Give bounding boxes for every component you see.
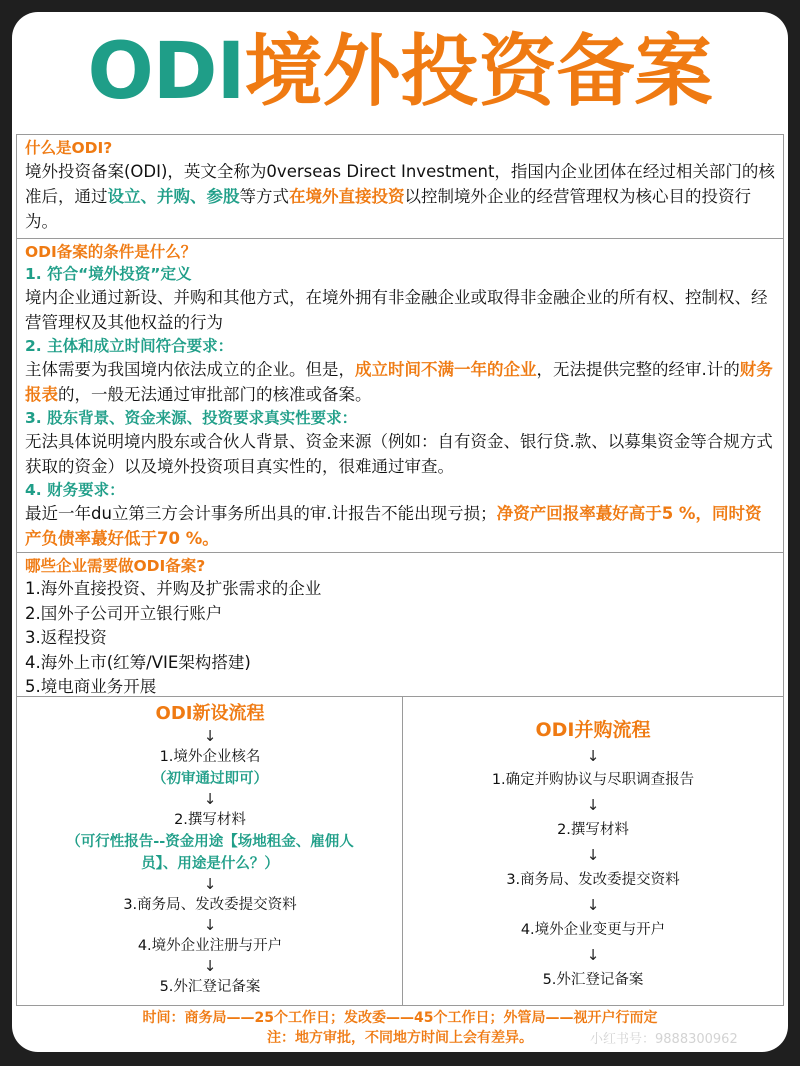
arrow-down-icon: ↓ bbox=[586, 796, 600, 814]
flow-new-step-2-note-2: 员】、用途是什么？） bbox=[141, 856, 279, 872]
flow-new-step-2: 2.撰写材料 bbox=[174, 812, 246, 828]
section-heading-what: 什么是ODI? bbox=[25, 139, 113, 157]
condition-2-highlight-time: 成立时间不满一年的企业 bbox=[355, 360, 537, 379]
section-who-needs bbox=[16, 552, 784, 698]
arrow-down-icon: ↓ bbox=[203, 957, 217, 975]
list-item: 5.境电商业务开展 bbox=[25, 677, 157, 696]
condition-1-title: 1. 符合“境外投资”定义 bbox=[25, 265, 192, 283]
what-text-a: 境外投资备案(ODI)，英文全称为0verseas Direct Investment，指国内企业团体在经过相关部门的核准后，通过 bbox=[25, 162, 775, 206]
flow-ma-step-4: 4.境外企业变更与开户 bbox=[520, 922, 666, 938]
page-title-main: 境外投资备案 bbox=[244, 27, 713, 117]
flow-new-step-1: 1.境外企业核名 bbox=[159, 749, 261, 765]
arrow-down-icon: ↓ bbox=[203, 875, 217, 893]
footer-time-line: 时间：商务局——25个工作日；发改委——45个工作日；外管局——视开户行而定 bbox=[142, 1010, 658, 1026]
condition-1-text: 境内企业通过新设、并购和其他方式，在境外拥有非金融企业或取得非金融企业的所有权、控制权、经营管理权及其他权益的行为 bbox=[25, 288, 768, 332]
what-text-c: 以控制境外企业的经营管理权为核心目的投资行为。 bbox=[25, 187, 751, 231]
arrow-down-icon: ↓ bbox=[203, 916, 217, 934]
flow-ma-panel bbox=[402, 696, 784, 1006]
flow-new-step-3: 3.商务局、发改委提交资料 bbox=[123, 897, 297, 913]
flow-ma-steps bbox=[403, 715, 783, 993]
infographic-card bbox=[12, 12, 788, 1052]
flow-new-title: ODI新设流程 bbox=[155, 703, 265, 724]
section-heading-who: 哪些企业需要做ODI备案? bbox=[25, 557, 206, 575]
flow-new-step-5: 5.外汇登记备案 bbox=[159, 979, 261, 995]
list-item: 2.国外子公司开立银行账户 bbox=[25, 603, 223, 623]
arrow-down-icon: ↓ bbox=[586, 896, 600, 914]
condition-2-title: 2. 主体和成立时间符合要求： bbox=[25, 337, 234, 355]
flow-ma-step-1: 1.确定并购协议与尽职调查报告 bbox=[491, 772, 695, 788]
condition-4-title: 4. 财务要求： bbox=[25, 481, 125, 499]
flow-ma-title: ODI并购流程 bbox=[535, 719, 651, 741]
arrow-down-icon: ↓ bbox=[203, 727, 217, 745]
arrow-down-icon: ↓ bbox=[586, 846, 600, 864]
condition-2-text-c: 的，一般无法通过审批部门的核准或备案。 bbox=[58, 385, 372, 404]
flow-new-panel bbox=[16, 696, 404, 1006]
condition-2-text bbox=[25, 357, 775, 407]
list-item: 4.海外上市(红筹/VIE架构搭建) bbox=[25, 652, 251, 672]
flow-new-steps bbox=[17, 701, 403, 998]
condition-2-text-a: 主体需要为我国境内依法成立的企业。但是， bbox=[25, 360, 355, 379]
list-item: 3.返程投资 bbox=[25, 628, 107, 647]
arrow-down-icon: ↓ bbox=[203, 790, 217, 808]
arrow-down-icon: ↓ bbox=[586, 946, 600, 964]
arrow-down-icon: ↓ bbox=[586, 747, 600, 765]
what-description bbox=[25, 159, 775, 234]
condition-4-highlight: 净资产回报率蕞好高于5 %，同时资产负债率蕞好低于70 %。 bbox=[25, 504, 762, 548]
condition-2-text-b: ，无法提供完整的经审.计的 bbox=[536, 360, 740, 379]
what-highlight-direct: 在境外直接投资 bbox=[289, 187, 405, 206]
what-highlight-methods: 设立、并购、参股 bbox=[107, 187, 240, 206]
flow-ma-step-5: 5.外汇登记备案 bbox=[542, 972, 644, 988]
flow-new-step-1-note: （初审通过即可） bbox=[152, 771, 268, 787]
page-title bbox=[12, 12, 788, 132]
flow-ma-step-2: 2.撰写材料 bbox=[557, 822, 629, 838]
flow-new-step-4: 4.境外企业注册与开户 bbox=[137, 938, 283, 954]
flow-new-step-2-note-1: （可行性报告--资金用途【场地租金、雇佣人 bbox=[66, 834, 354, 850]
footer-note-line: 注：地方审批，不同地方时间上会有差异。 bbox=[267, 1030, 533, 1046]
what-text-b: 等方式 bbox=[239, 187, 289, 206]
condition-4-text-a: 最近一年du立第三方会计事务所出具的审.计报告不能出现亏损； bbox=[25, 504, 497, 523]
list-item: 1.海外直接投资、并购及扩张需求的企业 bbox=[25, 579, 322, 598]
page-title-odi: ODI bbox=[87, 27, 245, 117]
section-what-is-odi bbox=[16, 134, 784, 240]
section-conditions bbox=[16, 238, 784, 554]
condition-3-text: 无法具体说明境内股东或合伙人背景、资金来源（例如：自有资金、银行贷.款、以募集资金等合规方式获取的资金）以及境外投资项目真实性的，很难通过审查。 bbox=[25, 432, 773, 476]
watermark: 小红书号：9888300962 bbox=[590, 1032, 738, 1047]
condition-3-title: 3. 股东背景、资金来源、投资要求真实性要求： bbox=[25, 409, 358, 427]
flow-ma-step-3: 3.商务局、发改委提交资料 bbox=[506, 872, 680, 888]
condition-4-text bbox=[25, 501, 775, 551]
section-heading-conditions: ODI备案的条件是什么？ bbox=[25, 243, 197, 261]
condition-2-highlight-report: 财务报表 bbox=[25, 360, 773, 404]
